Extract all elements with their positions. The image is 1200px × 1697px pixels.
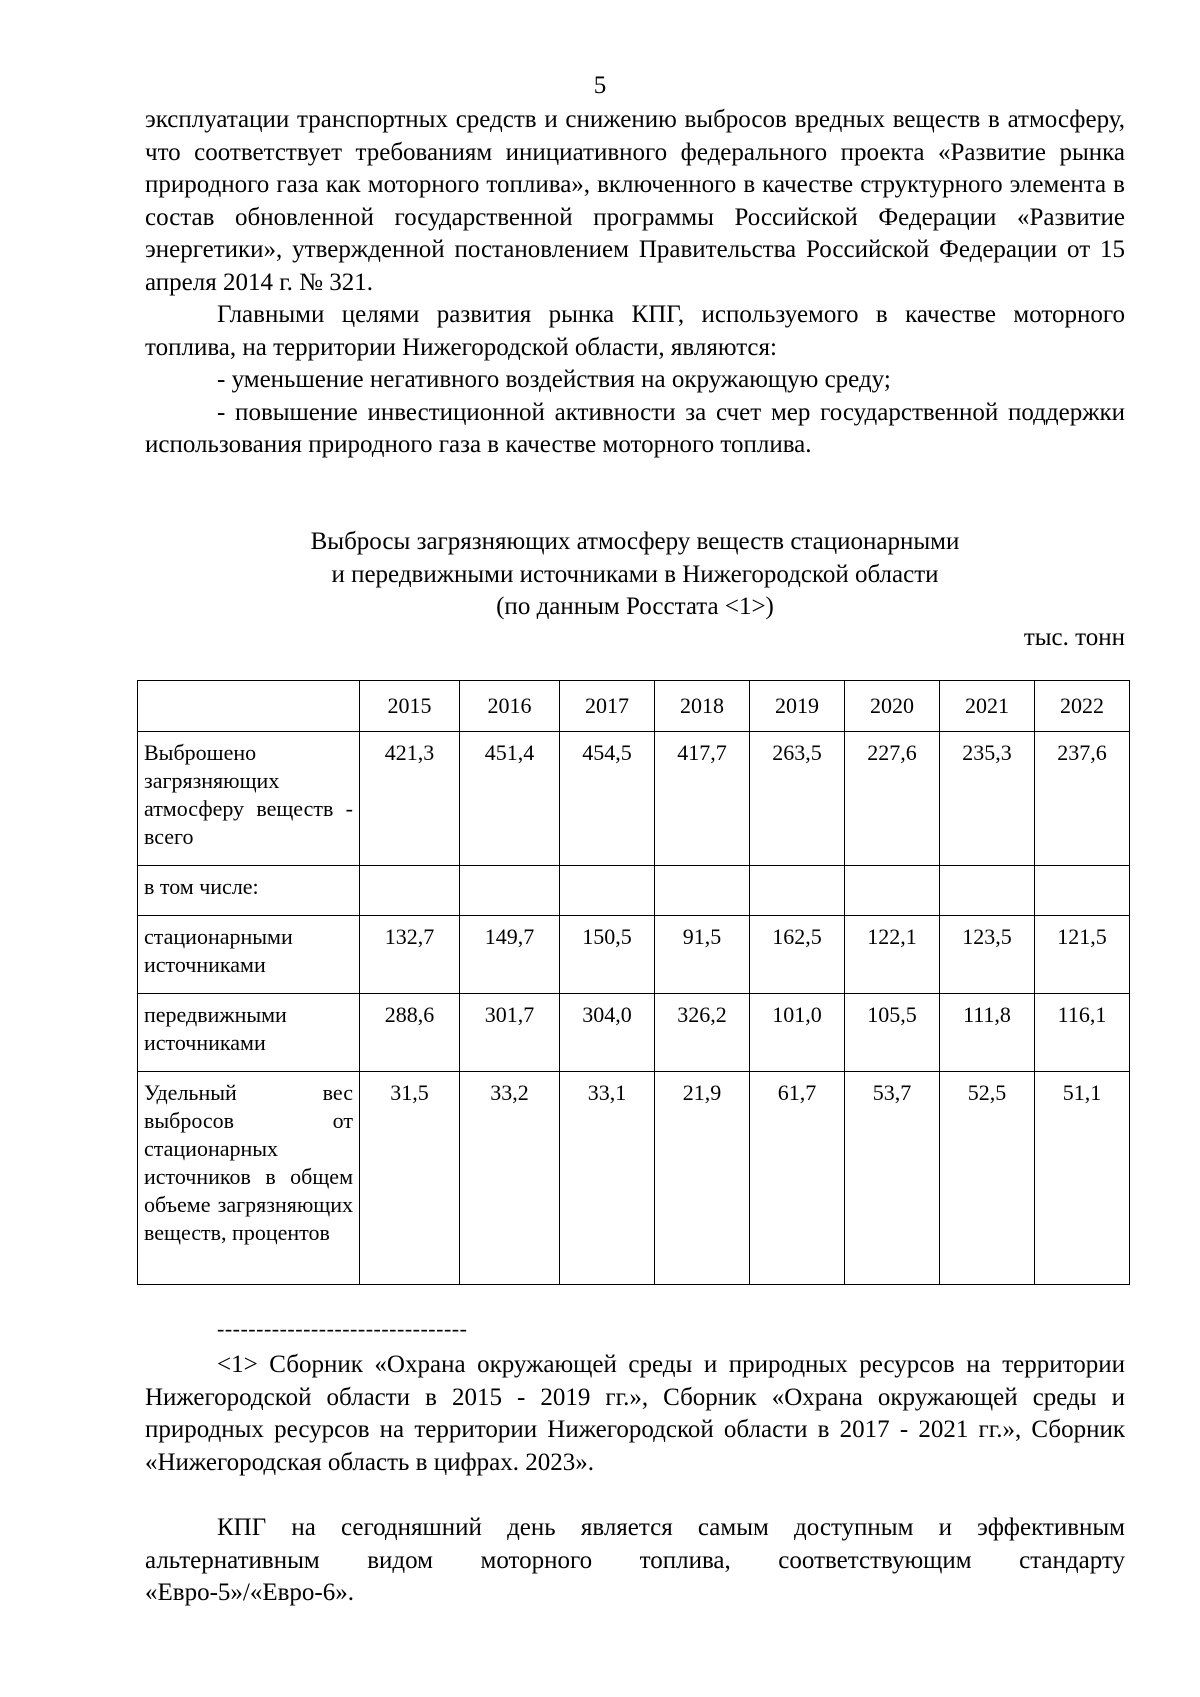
table-row [138,732,1130,866]
value-cell: 162,5 [750,916,845,994]
value-cell: 237,6 [1035,732,1130,866]
caption-line: и передвижными источниками в Нижегородской области [331,560,939,588]
value-cell: 235,3 [940,732,1035,866]
caption-line: (по данным Росстата <1>) [496,593,774,620]
paragraph-continuation: эксплуатации транспортных средств и снижению выбросов вредных веществ в атмосферу, что соответствует требованиям инициативного федерального проекта «Развитие рынка природного газа как моторного топлива», включенного в качестве структурного элемента в состав обновленной государственной программы Российской Федерации «Развитие энергетики», утвержденной постановлением Правительства Российской Федерации от 15 апреля 2014 г. № 321. [145,106,1125,296]
caption-line: Выбросы загрязняющих атмосферу веществ стационарными [310,528,960,555]
row-label: Удельный вес выбросов от стационарных источников в общем объеме загрязняющих веществ, процентов [138,1072,360,1285]
value-cell: 33,1 [560,1072,655,1285]
value-cell: 116,1 [1035,994,1130,1072]
table-row [138,1072,1130,1285]
year-header: 2022 [1035,681,1130,732]
year-header: 2020 [845,681,940,732]
value-cell: 51,1 [1035,1072,1130,1285]
row-label: стационарными источниками [138,916,360,994]
year-header: 2019 [750,681,845,732]
value-cell: 91,5 [655,916,750,994]
goal-item-2: - повышение инвестиционной активности за счет мер государственной поддержки использования природного газа в качестве моторного топлива. [145,398,1125,458]
footnote-separator: -------------------------------- [217,1316,468,1341]
footnote [145,1349,1125,1479]
value-cell: 121,5 [1035,916,1130,994]
row-label: в том числе: [138,866,360,916]
header-empty-cell [138,681,360,732]
year-header: 2016 [460,681,560,732]
value-cell: 288,6 [360,994,460,1072]
value-cell: 31,5 [360,1072,460,1285]
value-cell: 33,2 [460,1072,560,1285]
table-row [138,994,1130,1072]
year-header: 2017 [560,681,655,732]
value-cell: 454,5 [560,732,655,866]
value-cell [750,866,845,916]
value-cell [460,866,560,916]
value-cell: 227,6 [845,732,940,866]
year-header: 2015 [360,681,460,732]
table-caption [145,526,1125,624]
value-cell: 122,1 [845,916,940,994]
value-cell: 101,0 [750,994,845,1072]
value-cell [655,866,750,916]
value-cell [940,866,1035,916]
year-header: 2018 [655,681,750,732]
body-text [145,104,1125,462]
value-cell: 326,2 [655,994,750,1072]
year-header: 2021 [940,681,1035,732]
value-cell: 21,9 [655,1072,750,1285]
value-cell [845,866,940,916]
paragraph-goals: Главными целями развития рынка КПГ, используемого в качестве моторного топлива, на территории Нижегородской области, являются: [145,301,1125,361]
page-number: 5 [593,72,607,99]
table-units: тыс. тонн [1023,624,1125,651]
table-header-row [138,681,1130,732]
emissions-table [137,680,1130,1285]
value-cell: 123,5 [940,916,1035,994]
value-cell [560,866,655,916]
value-cell: 149,7 [460,916,560,994]
goal-item-1: - уменьшение негативного воздействия на окружающую среду; [217,366,891,393]
value-cell: 53,7 [845,1072,940,1285]
value-cell [360,866,460,916]
value-cell: 451,4 [460,732,560,866]
paragraph-closing: КПГ на сегодняшний день является самым доступным и эффективным альтернативным видом моторного топлива, соответствующим стандарту «Евро-5»/«Евро-6». [145,1514,1125,1606]
table-row [138,866,1130,916]
value-cell: 61,7 [750,1072,845,1285]
closing-text [145,1512,1125,1610]
value-cell: 304,0 [560,994,655,1072]
value-cell: 417,7 [655,732,750,866]
value-cell: 263,5 [750,732,845,866]
value-cell: 421,3 [360,732,460,866]
footnote-text: <1> Сборник «Охрана окружающей среды и природных ресурсов на территории Нижегородской области в 2015 - 2019 гг.», Сборник «Охрана окружающей среды и природных ресурсов на территории Нижегородской области в 2017 - 2021 гг.», Сборник «Нижегородская область в цифрах. 2023». [145,1351,1125,1476]
value-cell: 150,5 [560,916,655,994]
value-cell: 111,8 [940,994,1035,1072]
value-cell: 301,7 [460,994,560,1072]
value-cell: 105,5 [845,994,940,1072]
table-row [138,916,1130,994]
value-cell: 132,7 [360,916,460,994]
row-label: передвижными источниками [138,994,360,1072]
value-cell [1035,866,1130,916]
row-label: Выброшено загрязняющих атмосферу веществ - всего [138,732,360,866]
value-cell: 52,5 [940,1072,1035,1285]
